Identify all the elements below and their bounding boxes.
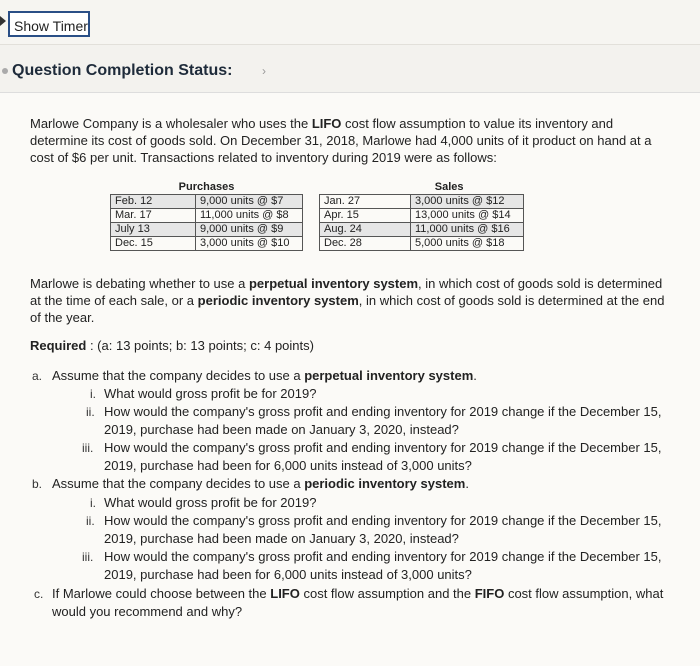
item-ii-marker: ii. <box>86 405 95 419</box>
part-c-end: cost flow assumption, what <box>504 586 664 601</box>
part-a-text <box>52 367 477 384</box>
part-c-lifo: LIFO <box>270 586 300 601</box>
purchase-date: Dec. 15 <box>111 237 196 251</box>
part-c-marker: c. <box>34 587 44 601</box>
a-question-iii-line-2: 2019, purchase had been for 6,000 units instead of 3,000 units? <box>104 458 472 473</box>
part-a-lead: Assume that the company decides to use a <box>52 368 305 383</box>
purchase-date: July 13 <box>111 223 196 237</box>
a-question-ii-line-1: How would the company's gross profit and ending inventory for 2019 change if the December 15, <box>104 404 662 419</box>
sale-units: 5,000 units @ $18 <box>411 237 524 251</box>
item-iii-marker: iii. <box>82 550 94 564</box>
part-c-line-2: would you recommend and why? <box>52 604 243 619</box>
debate-text-3: at the time of each sale, or a <box>30 293 198 308</box>
b-question-iii-line-1: How would the company's gross profit and ending inventory for 2019 change if the December 15, <box>104 549 662 564</box>
purchase-units: 9,000 units @ $9 <box>196 223 303 237</box>
debate-line-3: of the year. <box>30 310 95 325</box>
debate-text-2: , in which cost of goods sold is determined <box>418 276 663 291</box>
chevron-right-icon: › <box>262 64 266 78</box>
show-timer-button[interactable]: Show Timer <box>8 11 90 37</box>
caret-right-icon <box>0 16 6 26</box>
a-question-i: What would gross profit be for 2019? <box>104 386 317 401</box>
intro-text-2: cost flow assumption to value its inventory and <box>341 116 614 131</box>
b-question-ii-line-2: 2019, purchase had been made on January 3, 2020, instead? <box>104 531 459 546</box>
part-b-end: . <box>465 476 469 491</box>
part-b-marker: b. <box>32 477 43 491</box>
sale-date: Jan. 27 <box>320 195 411 209</box>
part-b-system: periodic inventory system <box>304 476 466 491</box>
purchase-units: 9,000 units @ $7 <box>196 195 303 209</box>
question-status-row <box>0 60 700 84</box>
debate-text: Marlowe is debating whether to use a <box>30 276 249 291</box>
table-row <box>111 237 524 251</box>
sale-units: 3,000 units @ $12 <box>411 195 524 209</box>
purchase-date: Feb. 12 <box>111 195 196 209</box>
required-label: Required <box>30 338 87 353</box>
table-row <box>111 195 524 209</box>
sales-header: Sales <box>434 181 464 193</box>
a-question-iii-line-1: How would the company's gross profit and ending inventory for 2019 change if the December 15, <box>104 440 662 455</box>
b-question-i: What would gross profit be for 2019? <box>104 495 317 510</box>
sale-date: Apr. 15 <box>320 209 411 223</box>
part-c-fifo: FIFO <box>474 586 505 601</box>
status-dot-icon <box>2 68 8 74</box>
intro-lifo: LIFO <box>311 116 342 131</box>
part-b-lead: Assume that the company decides to use a <box>52 476 305 491</box>
required-heading <box>30 338 314 353</box>
item-i-marker: i. <box>90 387 96 401</box>
sale-date: Dec. 28 <box>320 237 411 251</box>
part-c-text <box>52 585 698 602</box>
b-question-ii-line-1: How would the company's gross profit and ending inventory for 2019 change if the December 15, <box>104 513 662 528</box>
sale-units: 13,000 units @ $14 <box>411 209 524 223</box>
intro-line-2: determine its cost of goods sold. On December 31, 2018, Marlowe had 4,000 units of it product on hand at a <box>30 133 652 148</box>
purchase-units: 11,000 units @ $8 <box>196 209 303 223</box>
item-i-marker: i. <box>90 496 96 510</box>
part-b-text <box>52 475 469 492</box>
b-question-iii-line-2: 2019, purchase had been for 6,000 units instead of 3,000 units? <box>104 567 472 582</box>
question-completion-status: Question Completion Status: <box>12 62 233 79</box>
intro-line-3: cost of $6 per unit. Transactions related to inventory during 2019 were as follows: <box>30 150 497 165</box>
transactions-table <box>110 181 524 251</box>
item-iii-marker: iii. <box>82 441 94 455</box>
intro-paragraph <box>30 115 694 166</box>
question-content <box>0 92 700 666</box>
top-toolbar <box>0 0 700 45</box>
table-row <box>111 223 524 237</box>
part-c-lead: If Marlowe could choose between the <box>52 586 271 601</box>
debate-text-4: , in which cost of goods sold is determined at the end <box>358 293 665 308</box>
intro-text: Marlowe Company is a wholesaler who uses the <box>30 116 312 131</box>
perpetual-term: perpetual inventory system <box>248 276 419 291</box>
debate-paragraph <box>30 275 694 326</box>
purchases-header: Purchases <box>178 181 235 193</box>
periodic-term: periodic inventory system <box>197 293 359 308</box>
item-ii-marker: ii. <box>86 514 95 528</box>
purchase-units: 3,000 units @ $10 <box>196 237 303 251</box>
sale-date: Aug. 24 <box>320 223 411 237</box>
a-question-ii-line-2: 2019, purchase had been made on January 3, 2020, instead? <box>104 422 459 437</box>
sale-units: 11,000 units @ $16 <box>411 223 524 237</box>
part-a-end: . <box>473 368 477 383</box>
part-a-system: perpetual inventory system <box>304 368 474 383</box>
table-row <box>111 209 524 223</box>
part-a-marker: a. <box>32 369 43 383</box>
required-points: : (a: 13 points; b: 13 points; c: 4 points) <box>86 338 314 353</box>
purchase-date: Mar. 17 <box>111 209 196 223</box>
part-c-mid: cost flow assumption and the <box>299 586 475 601</box>
